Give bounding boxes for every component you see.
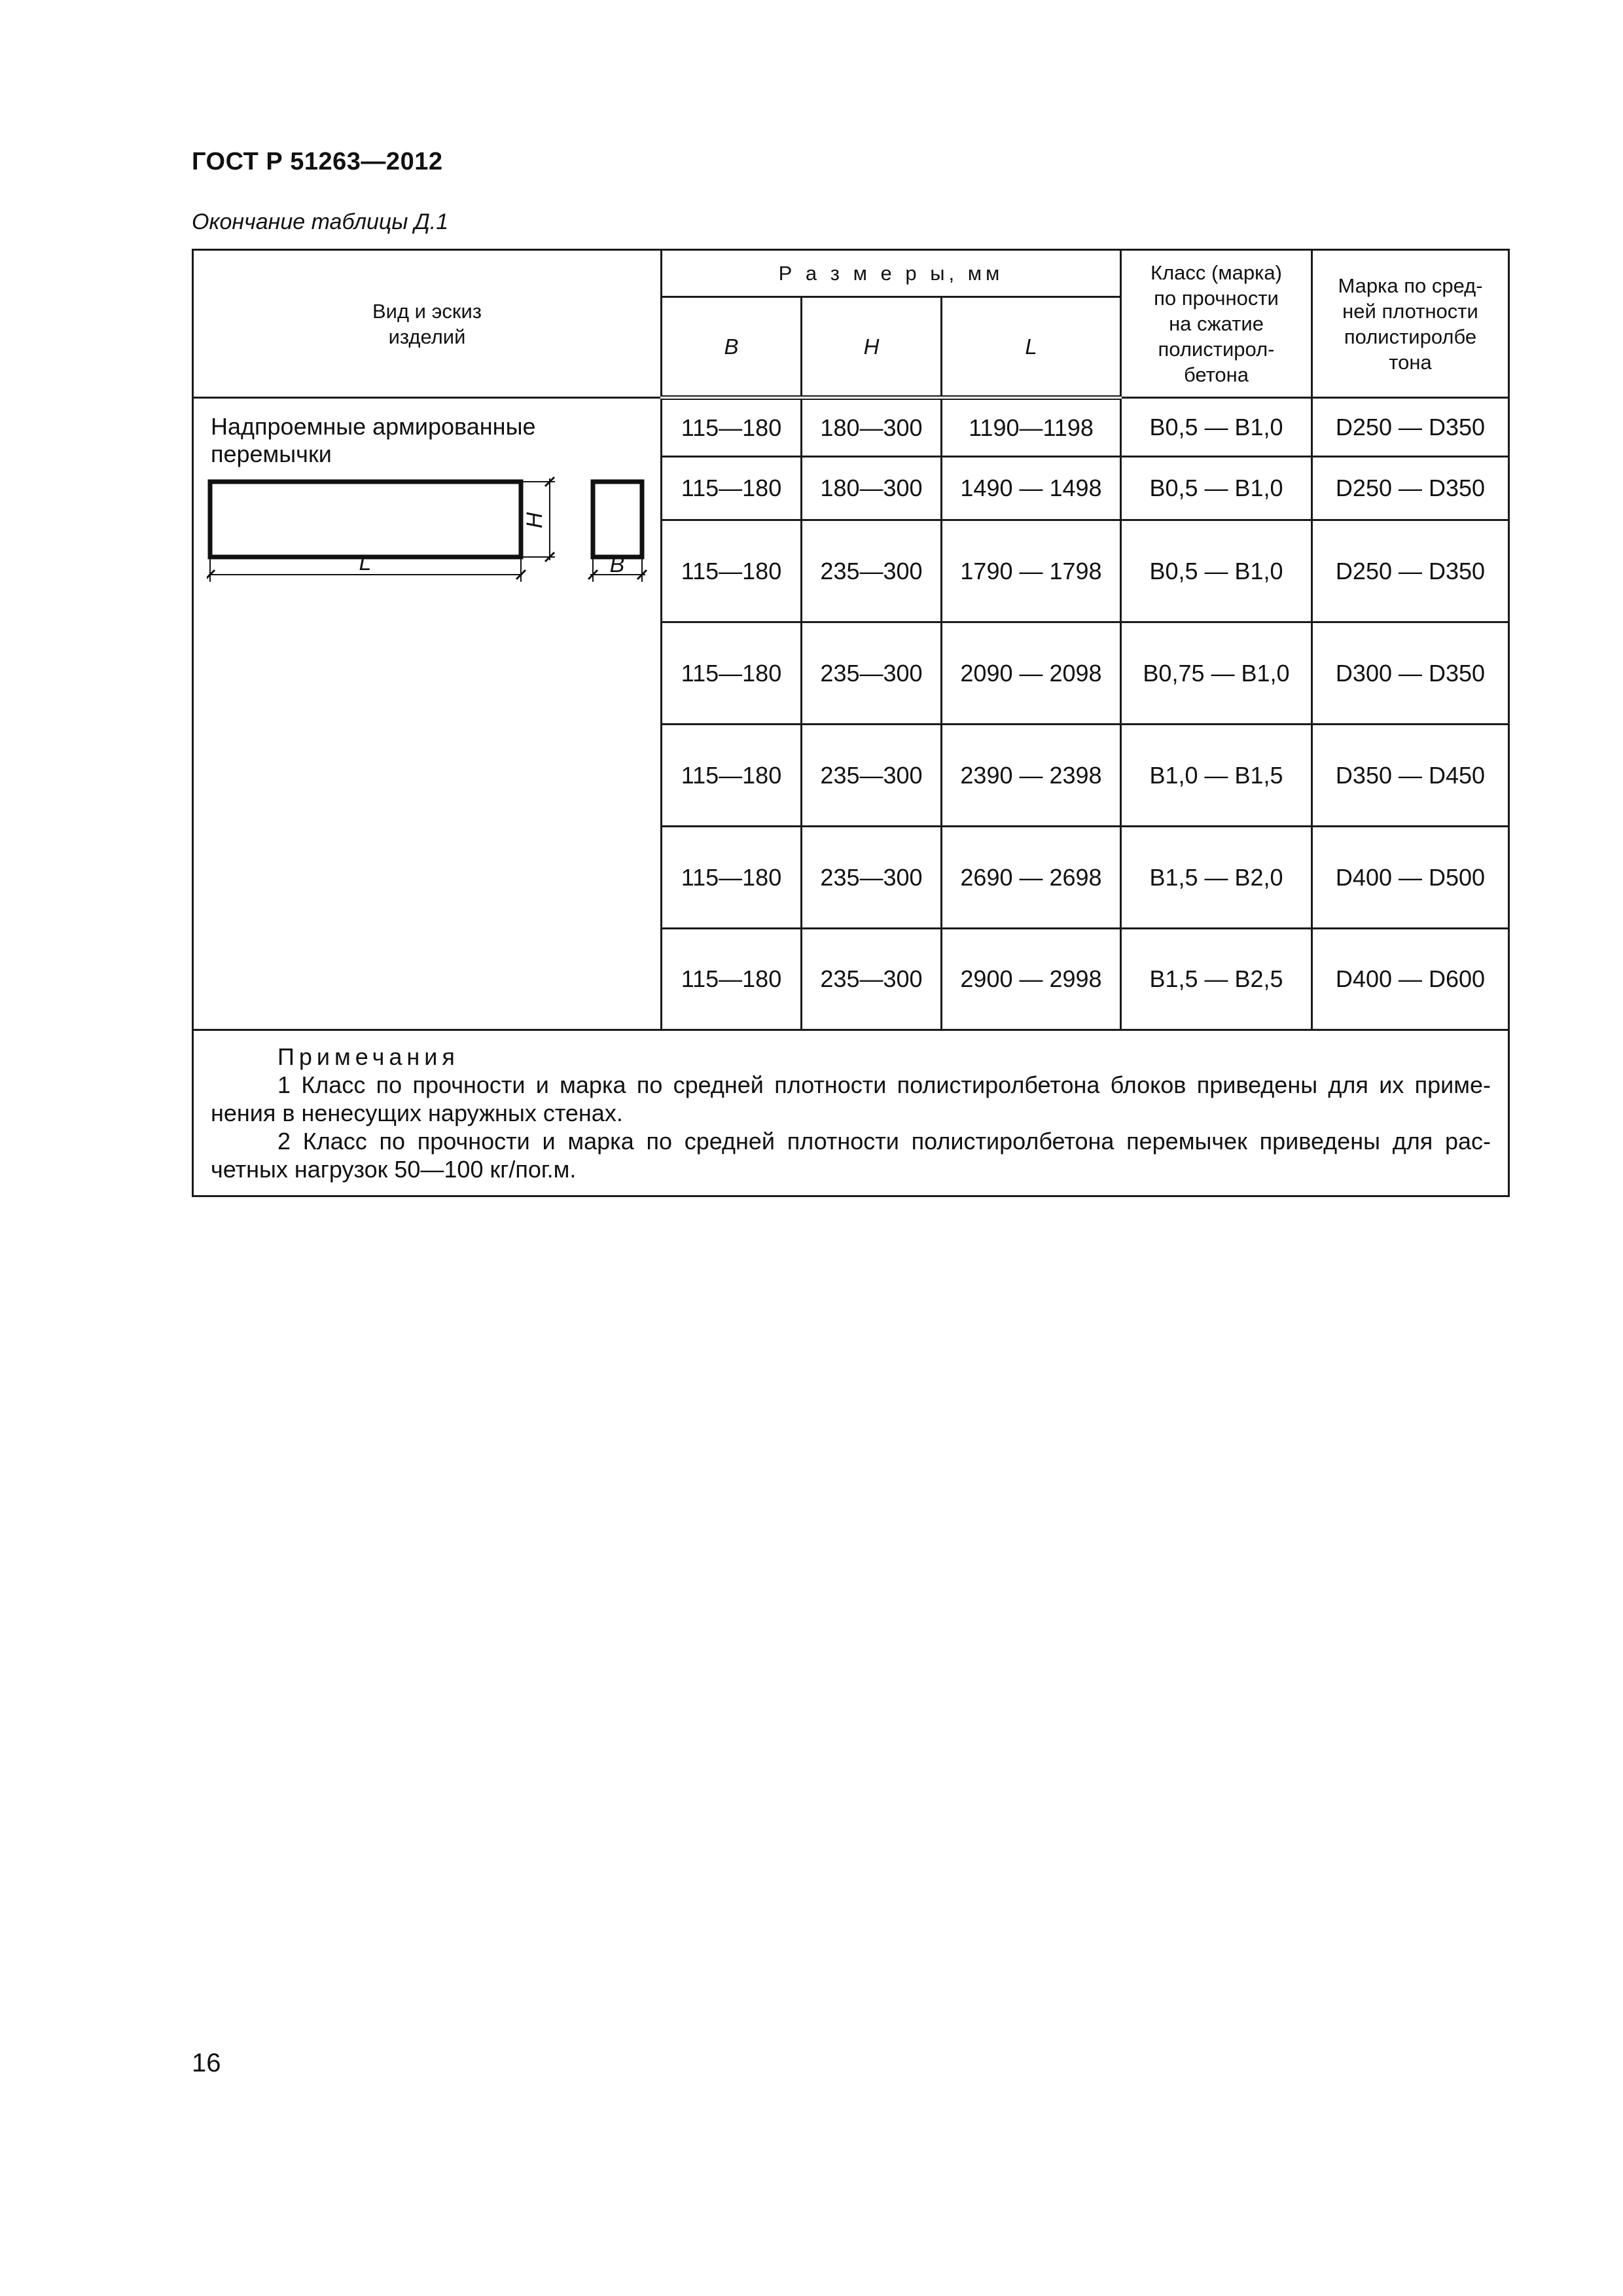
header-h: H	[802, 297, 942, 398]
header-dimensions-label: Р а з м е р ы, мм	[778, 262, 1004, 285]
cell-strength: B0,5 — B1,0	[1121, 520, 1312, 622]
b-label: B	[609, 552, 625, 577]
notes-cell	[193, 1030, 1509, 1196]
header-strength-class-label: Класс (марка) по прочности на сжатие полистирол-бетона	[1150, 261, 1282, 386]
cell-strength: B0,5 — B1,0	[1121, 457, 1312, 520]
cell-b: 115—180	[662, 622, 802, 725]
notes-title: Примечания	[277, 1043, 459, 1070]
notes-row	[193, 1030, 1509, 1196]
header-density-grade-label: Марка по сред-ней плотности полистиролбе тона	[1338, 274, 1483, 374]
note-item: 1 Класс по прочности и марка по средней плотности полистиролбетона блоков приведены для их приме-нения в ненесущих наружных стенах.	[211, 1071, 1491, 1126]
product-name: Надпроемные армированные перемычки	[211, 413, 536, 467]
cell-h: 235—300	[802, 929, 942, 1030]
header-strength-class	[1121, 250, 1312, 398]
cell-b: 115—180	[662, 520, 802, 622]
table-row	[193, 398, 1509, 457]
cell-density: D250 — D350	[1312, 398, 1509, 457]
page-number: 16	[192, 2049, 221, 2077]
table-caption: Окончание таблицы Д.1	[192, 209, 449, 234]
cell-h: 235—300	[802, 622, 942, 725]
cell-l: 1790 — 1798	[942, 520, 1121, 622]
cell-density: D250 — D350	[1312, 520, 1509, 622]
lintel-cross-section	[593, 482, 642, 557]
header-dimensions	[662, 250, 1121, 297]
cell-strength: B0,5 — B1,0	[1121, 398, 1312, 457]
cell-b: 115—180	[662, 827, 802, 929]
product-table	[192, 249, 1510, 1197]
cell-strength: B1,0 — B1,5	[1121, 725, 1312, 827]
cell-density: D250 — D350	[1312, 457, 1509, 520]
cell-density: D300 — D350	[1312, 622, 1509, 725]
cell-b: 115—180	[662, 929, 802, 1030]
h-label: H	[522, 512, 547, 529]
cell-h: 180—300	[802, 457, 942, 520]
cell-b: 115—180	[662, 398, 802, 457]
cell-strength: B1,5 — B2,5	[1121, 929, 1312, 1030]
cell-h: 235—300	[802, 520, 942, 622]
cell-h: 180—300	[802, 398, 942, 457]
cell-b: 115—180	[662, 725, 802, 827]
cell-h: 235—300	[802, 827, 942, 929]
cell-l: 1190—1198	[942, 398, 1121, 457]
cell-density: D400 — D600	[1312, 929, 1509, 1030]
cell-l: 2690 — 2698	[942, 827, 1121, 929]
header-product-label: Вид и эскиз изделий	[372, 299, 482, 348]
cell-h: 235—300	[802, 725, 942, 827]
note-item: 2 Класс по прочности и марка по средней плотности полистиролбетона перемычек приведены для рас-четных нагрузок 50—100 кг/пог.м.	[211, 1128, 1491, 1183]
cell-l: 2090 — 2098	[942, 622, 1121, 725]
cell-l: 2900 — 2998	[942, 929, 1121, 1030]
header-density-grade	[1312, 250, 1509, 398]
l-label: L	[359, 550, 372, 575]
cell-l: 1490 — 1498	[942, 457, 1121, 520]
header-l: L	[942, 297, 1121, 398]
cell-density: D350 — D450	[1312, 725, 1509, 827]
cell-l: 2390 — 2398	[942, 725, 1121, 827]
table-header-row	[193, 250, 1509, 297]
cell-b: 115—180	[662, 457, 802, 520]
cell-strength: B1,5 — B2,0	[1121, 827, 1312, 929]
product-cell	[193, 398, 662, 1030]
header-product	[193, 250, 662, 398]
cell-strength: B0,75 — B1,0	[1121, 622, 1312, 725]
cell-density: D400 — D500	[1312, 827, 1509, 929]
header-b: B	[662, 297, 802, 398]
document-code: ГОСТ Р 51263—2012	[192, 148, 443, 175]
lintel-sketch	[207, 464, 665, 615]
lintel-side-view	[210, 482, 521, 557]
